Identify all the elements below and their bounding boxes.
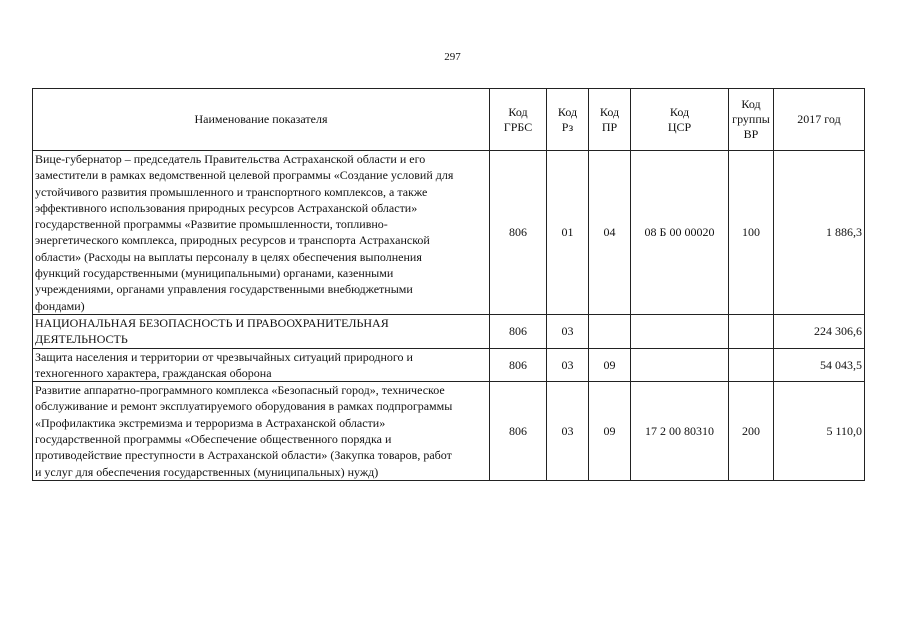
row-rz: 03 xyxy=(547,382,589,481)
row-rz: 03 xyxy=(547,314,589,348)
table-header-row xyxy=(33,89,865,151)
header-grbs: Код ГРБС xyxy=(490,89,547,151)
row-grbs: 806 xyxy=(490,382,547,481)
header-name: Наименование показателя xyxy=(33,89,490,151)
row-rz: 01 xyxy=(547,151,589,315)
header-year: 2017 год xyxy=(774,89,865,151)
row-csr xyxy=(631,348,729,382)
header-pr: Код ПР xyxy=(589,89,631,151)
row-name: Защита населения и территории от чрезвычайных ситуаций природного и техногенного характера, гражданская оборона xyxy=(33,348,490,382)
row-grbs: 806 xyxy=(490,348,547,382)
row-csr: 08 Б 00 00020 xyxy=(631,151,729,315)
table-row xyxy=(33,151,865,315)
row-pr xyxy=(589,314,631,348)
row-amount: 54 043,5 xyxy=(774,348,865,382)
row-amount: 5 110,0 xyxy=(774,382,865,481)
header-csr: Код ЦСР xyxy=(631,89,729,151)
budget-table xyxy=(32,88,865,481)
row-vr: 100 xyxy=(729,151,774,315)
table-row xyxy=(33,348,865,382)
row-grbs: 806 xyxy=(490,151,547,315)
row-name: Вице-губернатор – председатель Правительства Астраханской области и его заместители в рамках ведомственной целевой программы «Создание условий для устойчивого развития промышленного и транспортного комплексов, а также эффективного использования природных ресурсов Астраханской области» государственной программы «Развитие промышленности, топливно- энергетического комплекса, природных ресурсов и транспорта Астраханской области» (Расходы на выплаты персоналу в целях обеспечения выполнения функций государственными (муниципальными) органами, казенными учреждениями, органами управления государственными внебюджетными фондами) xyxy=(33,151,490,315)
row-rz: 03 xyxy=(547,348,589,382)
header-vr: Код группы ВР xyxy=(729,89,774,151)
page-number: 297 xyxy=(444,51,461,63)
row-csr xyxy=(631,314,729,348)
row-amount: 224 306,6 xyxy=(774,314,865,348)
row-vr xyxy=(729,314,774,348)
row-name: НАЦИОНАЛЬНАЯ БЕЗОПАСНОСТЬ И ПРАВООХРАНИТЕЛЬНАЯ ДЕЯТЕЛЬНОСТЬ xyxy=(33,314,490,348)
row-pr: 09 xyxy=(589,382,631,481)
row-vr xyxy=(729,348,774,382)
header-rz: Код Рз xyxy=(547,89,589,151)
row-name: Развитие аппаратно-программного комплекса «Безопасный город», техническое обслуживание и ремонт эксплуатируемого оборудования в рамках подпрограммы «Профилактика экстремизма и терроризма в Астраханской области» государственной программы «Обеспечение общественного порядка и противодействие преступности в Астраханской области» (Закупка товаров, работ и услуг для обеспечения государственных (муниципальных) нужд) xyxy=(33,382,490,481)
table-row xyxy=(33,382,865,481)
row-amount: 1 886,3 xyxy=(774,151,865,315)
row-grbs: 806 xyxy=(490,314,547,348)
row-pr: 04 xyxy=(589,151,631,315)
row-vr: 200 xyxy=(729,382,774,481)
row-csr: 17 2 00 80310 xyxy=(631,382,729,481)
row-pr: 09 xyxy=(589,348,631,382)
table-row xyxy=(33,314,865,348)
